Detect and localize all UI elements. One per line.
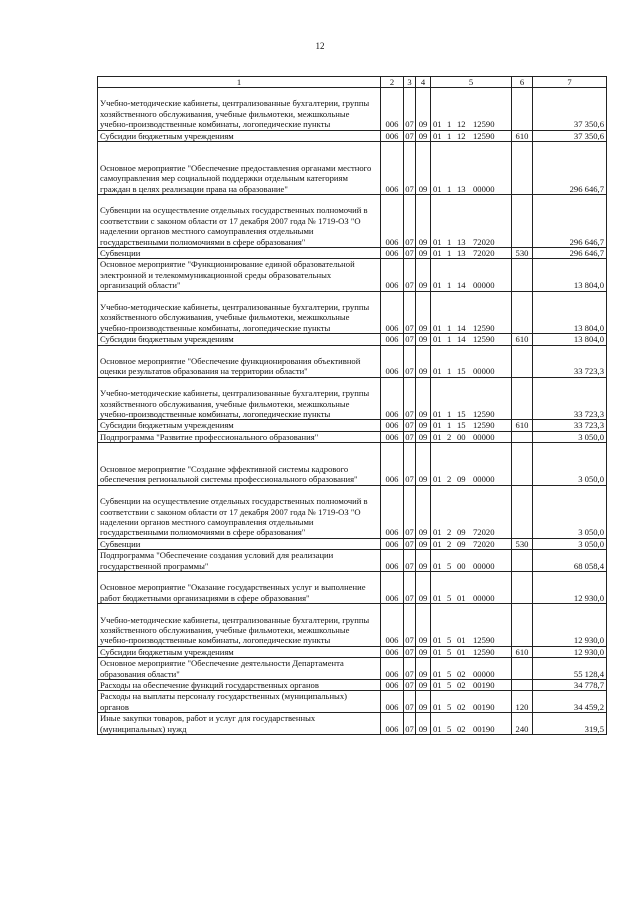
table-row <box>98 420 607 431</box>
target-article-part: 00000 <box>473 280 495 291</box>
target-article-part: 13 <box>457 183 466 194</box>
row-description: Основное мероприятие "Оказание государственных услуг и выполнение работ бюджетными организациями в сфере образования" <box>98 572 381 604</box>
target-article-part: 01 <box>433 723 442 734</box>
admin-code-cell: 006 <box>381 713 404 735</box>
subsection-code-cell: 09 <box>416 420 431 431</box>
target-article-part: 01 <box>433 420 442 431</box>
target-article-part: 01 <box>457 592 466 603</box>
target-article-part: 12590 <box>473 322 495 333</box>
amount-cell: 33 723,3 <box>533 345 607 377</box>
subsection-code-cell: 09 <box>416 485 431 538</box>
target-article-part: 2 <box>447 431 452 442</box>
subsection-code-cell: 09 <box>416 713 431 735</box>
amount-cell: 55 128,4 <box>533 658 607 680</box>
target-article-part: 01 <box>433 366 442 377</box>
section-code-cell: 07 <box>404 572 416 604</box>
target-article-cell <box>431 142 512 195</box>
target-article-part: 02 <box>457 668 466 679</box>
row-description: Учебно-методические кабинеты, централизованные бухгалтерии, группы хозяйственного обслуживания, учебные фильмотеки, межшкольные учебно-производственные комбинаты, логопедические пункты <box>98 377 381 420</box>
expense-type-cell <box>512 195 533 248</box>
target-article-part: 01 <box>433 431 442 442</box>
admin-code-cell: 006 <box>381 248 404 259</box>
table-row <box>98 713 607 735</box>
expense-type-cell: 530 <box>512 538 533 549</box>
target-article-part: 15 <box>457 409 466 419</box>
target-article-cell <box>431 691 512 713</box>
row-description: Субсидии бюджетным учреждениям <box>98 334 381 345</box>
target-article-part: 02 <box>457 701 466 712</box>
section-code-cell: 07 <box>404 713 416 735</box>
target-article-cell <box>431 550 512 572</box>
target-article-cell <box>431 345 512 377</box>
target-article-cell <box>431 248 512 259</box>
target-article-cell <box>431 377 512 420</box>
section-code-cell: 07 <box>404 658 416 680</box>
column-header: 6 <box>512 77 533 88</box>
section-code-cell: 07 <box>404 88 416 131</box>
admin-code-cell: 006 <box>381 334 404 345</box>
subsection-code-cell: 09 <box>416 248 431 259</box>
admin-code-cell: 006 <box>381 291 404 334</box>
table-body <box>98 88 607 735</box>
target-article-part: 00000 <box>473 592 495 603</box>
target-article-part: 1 <box>447 248 452 258</box>
amount-cell: 3 050,0 <box>533 431 607 442</box>
admin-code-cell: 006 <box>381 88 404 131</box>
target-article-part: 01 <box>433 538 442 549</box>
target-article-part: 01 <box>433 183 442 194</box>
target-article-part: 12590 <box>473 119 495 130</box>
target-article-part: 1 <box>447 322 452 333</box>
target-article-cell <box>431 130 512 141</box>
table-row <box>98 680 607 691</box>
expense-type-cell: 610 <box>512 334 533 345</box>
target-article-part: 01 <box>433 560 442 571</box>
table-row <box>98 431 607 442</box>
table-row <box>98 345 607 377</box>
target-article-cell <box>431 538 512 549</box>
target-article-cell <box>431 485 512 538</box>
admin-code-cell: 006 <box>381 259 404 291</box>
section-code-cell: 07 <box>405 334 414 345</box>
row-description: Учебно-методические кабинеты, централизованные бухгалтерии, группы хозяйственного обслуживания, учебные фильмотеки, межшкольные учебно-производственные комбинаты, логопедические пункты <box>98 291 381 334</box>
amount-cell: 3 050,0 <box>533 485 607 538</box>
amount-cell: 3 050,0 <box>533 443 607 486</box>
target-article-part: 01 <box>433 592 442 603</box>
target-article-part: 01 <box>433 236 442 247</box>
target-article-part: 5 <box>447 592 452 603</box>
admin-code-cell: 006 <box>381 195 404 248</box>
target-article-part: 01 <box>457 635 466 646</box>
subsection-code-cell: 09 <box>416 646 431 657</box>
column-header: 3 <box>404 77 416 88</box>
table-row <box>98 88 607 131</box>
target-article-part: 1 <box>447 236 452 247</box>
expense-type-cell <box>512 291 533 334</box>
subsection-code-cell: 09 <box>416 345 431 377</box>
subsection-code-cell: 09 <box>416 550 431 572</box>
amount-cell: 34 459,2 <box>533 691 607 713</box>
target-article-part: 02 <box>457 680 466 691</box>
target-article-cell <box>431 291 512 334</box>
target-article-part: 09 <box>457 474 466 485</box>
target-article-part: 72020 <box>473 236 495 247</box>
target-article-cell <box>431 713 512 735</box>
expense-type-cell: 610 <box>512 130 533 141</box>
admin-code-cell: 006 <box>381 130 404 141</box>
table-row <box>98 604 607 647</box>
target-article-cell <box>431 195 512 248</box>
expense-type-cell: 610 <box>512 646 533 657</box>
amount-cell: 296 646,7 <box>533 195 607 248</box>
section-code-cell: 07 <box>404 142 416 195</box>
subsection-code-cell: 09 <box>416 259 431 291</box>
target-article-part: 01 <box>457 646 466 657</box>
subsection-code-cell: 09 <box>416 604 431 647</box>
target-article-part: 2 <box>447 474 452 485</box>
target-article-cell <box>431 646 512 657</box>
row-description: Расходы на выплаты персоналу государственных (муниципальных) органов <box>98 691 381 713</box>
target-article-part: 00190 <box>473 701 495 712</box>
target-article-part: 01 <box>433 701 442 712</box>
admin-code-cell: 006 <box>381 550 404 572</box>
expense-type-cell <box>512 259 533 291</box>
target-article-part: 72020 <box>473 538 495 549</box>
row-description: Субвенции на осуществление отдельных государственных полномочий в соответствии с законом области от 17 декабря 2007 года № 1719-ОЗ "О наделении органов местного самоуправления отдельными государственными полномочиями в сфере образования" <box>98 485 381 538</box>
subsection-code-cell: 09 <box>416 88 431 131</box>
subsection-code-cell: 09 <box>416 680 431 691</box>
section-code-cell: 07 <box>405 646 414 657</box>
section-code-cell: 07 <box>404 550 416 572</box>
target-article-cell <box>431 334 512 345</box>
target-article-part: 14 <box>457 334 466 345</box>
subsection-code-cell: 09 <box>416 443 431 486</box>
table-row <box>98 538 607 549</box>
section-code-cell: 07 <box>404 691 416 713</box>
target-article-part: 1 <box>447 334 452 345</box>
target-article-part: 13 <box>457 236 466 247</box>
target-article-part: 5 <box>447 668 452 679</box>
row-description: Субсидии бюджетным учреждениям <box>98 130 381 141</box>
page-number: 12 <box>315 41 325 51</box>
admin-code-cell: 006 <box>381 485 404 538</box>
target-article-part: 02 <box>457 723 466 734</box>
subsection-code-cell: 09 <box>416 195 431 248</box>
target-article-part: 1 <box>447 409 452 419</box>
target-article-part: 12 <box>457 130 466 141</box>
amount-cell: 12 930,0 <box>533 646 607 657</box>
target-article-part: 01 <box>433 334 442 345</box>
target-article-part: 09 <box>457 538 466 549</box>
target-article-part: 01 <box>433 409 442 419</box>
target-article-part: 01 <box>433 527 442 538</box>
section-code-cell: 07 <box>404 377 416 420</box>
target-article-part: 00000 <box>473 431 495 442</box>
target-article-part: 13 <box>457 248 466 258</box>
target-article-part: 01 <box>433 680 442 691</box>
expense-type-cell <box>512 550 533 572</box>
subsection-code-cell: 09 <box>416 130 431 141</box>
row-description: Подпрограмма "Развитие профессионального образования" <box>98 431 381 442</box>
table-row <box>98 142 607 195</box>
subsection-code-cell: 09 <box>416 142 431 195</box>
row-description: Основное мероприятие "Обеспечение предоставления органами местного самоуправления мер социальной поддержки отдельным категориям граждан в целях реализации права на образование" <box>98 142 381 195</box>
column-header: 5 <box>431 77 512 88</box>
row-description: Основное мероприятие "Обеспечение функционирования объективной оценки результатов образования на территории области" <box>98 345 381 377</box>
row-description: Основное мероприятие "Создание эффективной системы кадрового обеспечения региональной системы профессионального образования" <box>98 443 381 486</box>
target-article-part: 01 <box>433 322 442 333</box>
subsection-code-cell: 09 <box>416 691 431 713</box>
expense-type-cell: 610 <box>512 420 533 431</box>
column-number-row <box>98 77 607 88</box>
target-article-part: 5 <box>447 723 452 734</box>
target-article-part: 00000 <box>473 474 495 485</box>
amount-cell: 13 804,0 <box>533 291 607 334</box>
column-header: 4 <box>416 77 431 88</box>
target-article-part: 00190 <box>473 680 495 691</box>
expense-type-cell: 530 <box>512 248 533 259</box>
admin-code-cell: 006 <box>381 604 404 647</box>
section-code-cell: 07 <box>404 443 416 486</box>
expense-type-cell <box>512 604 533 647</box>
amount-cell: 13 804,0 <box>533 334 607 345</box>
target-article-part: 5 <box>447 560 452 571</box>
target-article-part: 72020 <box>473 527 495 538</box>
target-article-part: 01 <box>433 668 442 679</box>
target-article-cell <box>431 604 512 647</box>
expense-type-cell <box>512 443 533 486</box>
row-description: Подпрограмма "Обеспечение создания условий для реализации государственной программы" <box>98 550 381 572</box>
subsection-code-cell: 09 <box>416 538 431 549</box>
table-row <box>98 443 607 486</box>
table-row <box>98 195 607 248</box>
amount-cell: 319,5 <box>533 713 607 735</box>
section-code-cell: 07 <box>405 420 414 431</box>
target-article-part: 5 <box>447 635 452 646</box>
table-row <box>98 572 607 604</box>
section-code-cell: 07 <box>404 604 416 647</box>
expense-type-cell: 240 <box>512 713 533 735</box>
section-code-cell: 07 <box>405 431 414 442</box>
column-header: 1 <box>98 77 381 88</box>
subsection-code-cell: 09 <box>416 291 431 334</box>
target-article-part: 12590 <box>473 420 495 431</box>
target-article-part: 5 <box>447 680 452 691</box>
admin-code-cell: 006 <box>381 572 404 604</box>
target-article-part: 12590 <box>473 646 495 657</box>
target-article-part: 00190 <box>473 723 495 734</box>
target-article-part: 12590 <box>473 334 495 345</box>
row-description: Расходы на обеспечение функций государственных органов <box>98 680 381 691</box>
section-code-cell: 07 <box>405 680 414 691</box>
row-description: Субвенции <box>98 248 381 259</box>
target-article-part: 15 <box>457 420 466 431</box>
row-description: Учебно-методические кабинеты, централизованные бухгалтерии, группы хозяйственного обслуживания, учебные фильмотеки, межшкольные учебно-производственные комбинаты, логопедические пункты <box>98 88 381 131</box>
target-article-cell <box>431 259 512 291</box>
target-article-part: 1 <box>447 420 452 431</box>
table-row <box>98 691 607 713</box>
amount-cell: 37 350,6 <box>533 130 607 141</box>
table-row <box>98 291 607 334</box>
expense-type-cell <box>512 485 533 538</box>
expense-type-cell <box>512 431 533 442</box>
expense-type-cell <box>512 680 533 691</box>
subsection-code-cell: 09 <box>416 572 431 604</box>
row-description: Учебно-методические кабинеты, централизованные бухгалтерии, группы хозяйственного обслуживания, учебные фильмотеки, межшкольные учебно-производственные комбинаты, логопедические пункты <box>98 604 381 647</box>
subsection-code-cell: 09 <box>416 431 431 442</box>
target-article-part: 72020 <box>473 248 495 258</box>
target-article-part: 14 <box>457 322 466 333</box>
section-code-cell: 07 <box>405 248 414 258</box>
target-article-cell <box>431 431 512 442</box>
target-article-part: 12590 <box>473 130 495 141</box>
admin-code-cell: 006 <box>381 345 404 377</box>
target-article-part: 1 <box>447 183 452 194</box>
row-description: Иные закупки товаров, работ и услуг для государственных (муниципальных) нужд <box>98 713 381 735</box>
expense-type-cell: 120 <box>512 691 533 713</box>
target-article-cell <box>431 680 512 691</box>
table-row <box>98 130 607 141</box>
amount-cell: 296 646,7 <box>533 142 607 195</box>
section-code-cell: 07 <box>404 291 416 334</box>
admin-code-cell: 006 <box>381 658 404 680</box>
amount-cell: 296 646,7 <box>533 248 607 259</box>
target-article-part: 01 <box>433 646 442 657</box>
target-article-cell <box>431 420 512 431</box>
target-article-part: 12 <box>457 119 466 130</box>
table-row <box>98 334 607 345</box>
target-article-part: 12590 <box>473 635 495 646</box>
admin-code-cell: 006 <box>381 443 404 486</box>
target-article-cell <box>431 443 512 486</box>
expense-type-cell <box>512 377 533 420</box>
target-article-part: 1 <box>447 280 452 291</box>
admin-code-cell: 006 <box>381 646 404 657</box>
target-article-part: 2 <box>447 527 452 538</box>
subsection-code-cell: 09 <box>416 377 431 420</box>
target-article-cell <box>431 572 512 604</box>
admin-code-cell: 006 <box>381 420 404 431</box>
subsection-code-cell: 09 <box>416 334 431 345</box>
row-description: Субвенции <box>98 538 381 549</box>
expense-type-cell <box>512 572 533 604</box>
amount-cell: 12 930,0 <box>533 572 607 604</box>
expense-type-cell <box>512 345 533 377</box>
table-row <box>98 550 607 572</box>
target-article-part: 01 <box>433 248 442 258</box>
target-article-cell <box>431 88 512 131</box>
admin-code-cell: 006 <box>381 431 404 442</box>
table-row <box>98 658 607 680</box>
admin-code-cell: 006 <box>381 538 404 549</box>
section-code-cell: 07 <box>404 345 416 377</box>
admin-code-cell: 006 <box>381 691 404 713</box>
expense-type-cell <box>512 88 533 131</box>
target-article-part: 00000 <box>473 560 495 571</box>
target-article-part: 01 <box>433 119 442 130</box>
table-row <box>98 485 607 538</box>
target-article-part: 01 <box>433 635 442 646</box>
expense-type-cell <box>512 658 533 680</box>
section-code-cell: 07 <box>404 195 416 248</box>
target-article-part: 14 <box>457 280 466 291</box>
target-article-part: 01 <box>433 474 442 485</box>
target-article-part: 1 <box>447 119 452 130</box>
row-description: Основное мероприятие "Обеспечение деятельности Департамента образования области" <box>98 658 381 680</box>
row-description: Субсидии бюджетным учреждениям <box>98 420 381 431</box>
amount-cell: 33 723,3 <box>533 377 607 420</box>
admin-code-cell: 006 <box>381 377 404 420</box>
amount-cell: 37 350,6 <box>533 88 607 131</box>
target-article-part: 5 <box>447 701 452 712</box>
section-code-cell: 07 <box>404 485 416 538</box>
section-code-cell: 07 <box>404 259 416 291</box>
column-header: 2 <box>381 77 404 88</box>
amount-cell: 12 930,0 <box>533 604 607 647</box>
row-description: Субвенции на осуществление отдельных государственных полномочий в соответствии с законом области от 17 декабря 2007 года № 1719-ОЗ "О наделении органов местного самоуправления отдельными государственными полномочиями в сфере образования" <box>98 195 381 248</box>
target-article-part: 00000 <box>473 366 495 377</box>
table-row <box>98 259 607 291</box>
amount-cell: 3 050,0 <box>533 538 607 549</box>
section-code-cell: 07 <box>405 130 414 141</box>
target-article-part: 00000 <box>473 668 495 679</box>
column-header: 7 <box>533 77 607 88</box>
target-article-cell <box>431 658 512 680</box>
admin-code-cell: 006 <box>381 142 404 195</box>
target-article-part: 15 <box>457 366 466 377</box>
target-article-part: 00 <box>457 560 466 571</box>
expense-type-cell <box>512 142 533 195</box>
target-article-part: 09 <box>457 527 466 538</box>
target-article-part: 00000 <box>473 183 495 194</box>
budget-table <box>97 76 607 735</box>
table-row <box>98 646 607 657</box>
target-article-part: 5 <box>447 646 452 657</box>
table-row <box>98 377 607 420</box>
target-article-part: 01 <box>433 130 442 141</box>
target-article-part: 01 <box>433 280 442 291</box>
target-article-part: 00 <box>457 431 466 442</box>
table-row <box>98 248 607 259</box>
amount-cell: 68 058,4 <box>533 550 607 572</box>
target-article-part: 2 <box>447 538 452 549</box>
row-description: Субсидии бюджетным учреждениям <box>98 646 381 657</box>
target-article-part: 12590 <box>473 409 495 419</box>
target-article-part: 1 <box>447 130 452 141</box>
subsection-code-cell: 09 <box>416 658 431 680</box>
admin-code-cell: 006 <box>381 680 404 691</box>
amount-cell: 33 723,3 <box>533 420 607 431</box>
section-code-cell: 07 <box>405 538 414 549</box>
target-article-part: 1 <box>447 366 452 377</box>
amount-cell: 34 778,7 <box>533 680 607 691</box>
amount-cell: 13 804,0 <box>533 259 607 291</box>
row-description: Основное мероприятие "Функционирование единой образовательной электронной и телекоммуникационной среды образовательных организаций области" <box>98 259 381 291</box>
